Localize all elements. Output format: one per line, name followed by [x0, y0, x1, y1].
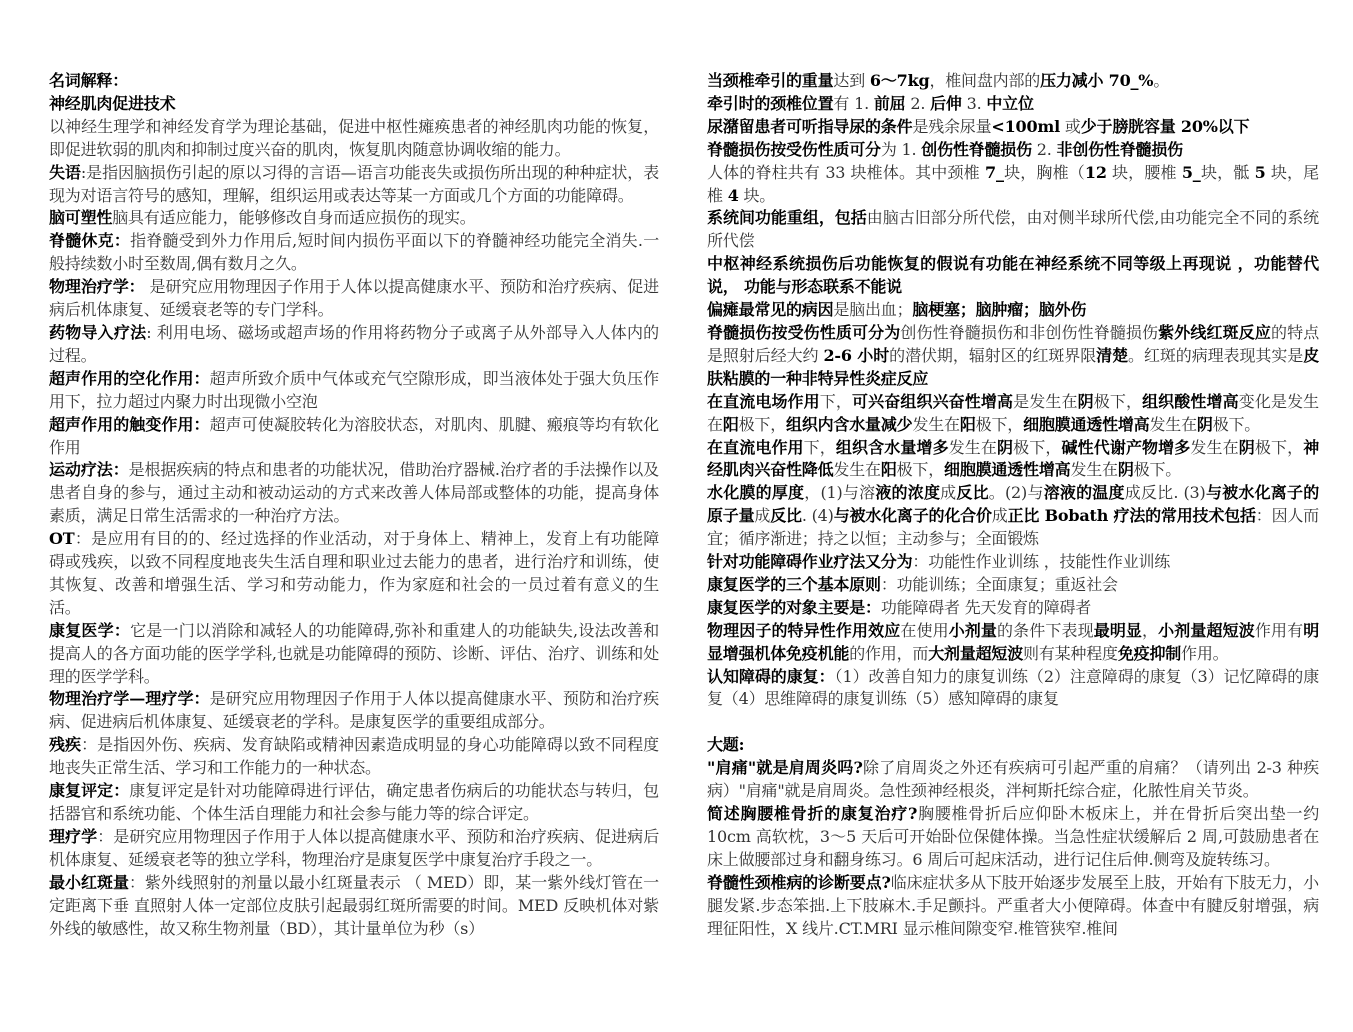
text-run: 功能障碍者 先天发育的障碍者	[880, 597, 1092, 617]
text-run: ：因人而宜；循序渐进；持之以恒；主动参与；全面锻炼	[707, 506, 1319, 549]
text-run: （1）改善自知力的康复训练（2）注意障碍的康复（3）记忆障碍的康复（4）思维障碍的康复训练（5）感知障碍的康复	[707, 666, 1320, 709]
bold-run: 偏瘫最常见的病因	[707, 300, 834, 320]
text-run: 是发生在	[1013, 391, 1078, 411]
definition-entry	[49, 734, 659, 780]
fact-entry	[707, 322, 1319, 391]
bold-run: 细胞膜通透性增高	[944, 460, 1071, 480]
text-run: 的作用，而	[849, 643, 929, 663]
bold-run: 小剂量超短波	[1158, 620, 1255, 640]
definition-entry	[49, 162, 659, 208]
text-run: 成	[991, 506, 1008, 526]
definition-text: :是指因脑损伤引起的原以习得的言语—语言功能丧失或损伤所出现的种种症状，表现为对语言符号的感知，理解，组织运用或表达等某一方面或几个方面的功能障碍。	[49, 162, 659, 205]
text-run: 块，腰椎	[1106, 162, 1182, 182]
bold-run: 非创伤性脊髓损伤	[1056, 139, 1183, 159]
bold-run: 康复医学的三个基本原则	[707, 574, 881, 594]
left-column	[49, 70, 659, 940]
bold-run: 明显增强机体免疫机能	[707, 620, 1319, 663]
bold-run: 5	[1254, 162, 1266, 182]
bold-run: 针对功能障碍作业疗法又分为	[707, 552, 913, 572]
definition-text: 超声可使凝胶转化为溶胶状态，对肌肉、肌腱、瘢痕等均有软化作用	[49, 414, 659, 457]
text-run: 或	[1060, 116, 1081, 136]
definition-entry	[49, 368, 659, 414]
fact-entry	[707, 666, 1319, 712]
text-run: 的特点是照射后经大约	[707, 322, 1319, 365]
text-run: ，(1)与溶	[804, 483, 876, 503]
text-run: 极下，	[896, 460, 945, 480]
text-run: 则有某种程度	[1023, 643, 1118, 663]
text-run: 。(2)与	[988, 483, 1044, 503]
bold-run: 认知障碍的康复：	[707, 666, 835, 686]
definition-term: 超声作用的触变作用：	[49, 414, 210, 434]
bold-run: 碱性代谢产物增多	[1061, 437, 1191, 457]
definition-text: 康复评定是针对功能障碍进行评估，确定患者伤病后的功能状态与转归，包括器官和系统功能、个体生活自理能力和社会参与能力等的综合评定。	[49, 781, 659, 823]
bold-run: 大剂量超短波	[928, 643, 1024, 663]
bold-run: 脊髓损伤按受伤性质可分	[707, 139, 881, 159]
fact-entry	[707, 253, 1319, 299]
bold-run: 创伤性脊髓损伤	[921, 139, 1032, 159]
text-run: 发生在	[1190, 437, 1239, 457]
bold-run: 清楚	[1096, 345, 1129, 365]
definition-text: ：是应用有目的的、经过选择的作业活动，对于身体上、精神上，发育上有功能障碍或残疾，以致不同程度地丧失生活自理和职业过去能力的患者，进行治疗和训练，使其恢复、改善和增强生活、学习和劳动能力，作为家庭和社会的一员过着有意义的生活。	[49, 529, 659, 617]
bold-run: 4	[727, 185, 739, 205]
bold-run: 神经肌肉兴奋性降低	[707, 437, 1320, 480]
bold-run: 组织内含水量减少	[786, 414, 913, 434]
text-run: 在使用	[900, 620, 949, 640]
definition-text: 脑具有适应能力，能够修改自身而适应损伤的现实。	[112, 208, 476, 228]
definition-term: 残疾	[49, 735, 82, 755]
bold-run: 简述胸腰椎骨折的康复治疗?	[707, 804, 918, 824]
text-run: 的条件下表现	[997, 620, 1094, 640]
text-run: 下，	[803, 437, 836, 457]
text-run: 创伤性脊髓损伤和非创伤性脊髓损伤	[900, 322, 1159, 342]
definition-term: 物理治疗学—理疗学：	[49, 689, 210, 709]
bold-run: 阴	[997, 437, 1014, 457]
bold-run: 7_	[985, 162, 1004, 182]
bold-run: 反比	[956, 483, 989, 503]
text-run: 为 1.	[880, 139, 922, 159]
text-run: 。红斑的病理表现其实是	[1128, 345, 1304, 365]
definition-text: ：是指因外伤、疾病、发育缺陷或精神因素造成明显的身心功能障碍以致不同程度地丧失正常生活、学习和工作能力的一种状态。	[49, 735, 659, 778]
bold-run: 皮肤粘膜的一种非特异性炎症反应	[707, 345, 1319, 388]
text-run: ，椎间盘内部的	[929, 71, 1041, 90]
text-run: 人体的脊柱共有 33 块椎体。其中颈椎	[707, 162, 986, 182]
text-run: 由脑古旧部分所代偿，由对侧半球所代偿,由功能完全不同的系统所代偿	[707, 208, 1319, 251]
bold-run: 压力减小 70_%	[1040, 71, 1154, 90]
definition-term: 最小红斑量	[49, 872, 129, 892]
bold-run: 最明显	[1093, 620, 1143, 640]
bold-run: 阳	[722, 414, 739, 434]
text-run: 块，尾椎	[707, 162, 1319, 205]
fact-entry	[707, 299, 1319, 322]
text-run: 是脑出血；	[833, 300, 913, 320]
text-run: 发生在	[1070, 460, 1118, 480]
definition-text: 以神经生理学和神经发育学为理论基础，促进中枢性瘫痪患者的神经肌肉功能的恢复，即促进软弱的肌肉和抑制过度兴奋的肌肉，恢复肌肉随意协调收缩的能力。	[49, 116, 659, 159]
fact-entry	[707, 116, 1319, 139]
fact-entry	[707, 162, 1319, 208]
definition-text: ：是研究应用物理因子作用于人体以提高健康水平、预防和治疗疾病、促进病后机体康复、延缓衰老等的独立学科，物理治疗是康复医学中康复治疗手段之一。	[49, 826, 659, 869]
question-entry	[707, 757, 1319, 803]
definition-entry	[49, 528, 659, 620]
bold-run: 阴	[1238, 437, 1255, 457]
definition-text: 它是一门以消除和减轻人的功能障碍,弥补和重建人的功能缺失,设法改善和提高人的各方面功能的医学学科,也就是功能障碍的预防、诊断、评估、治疗、训练和处理的医学学科。	[49, 620, 659, 686]
section-spacer	[707, 711, 1319, 734]
text-run: 2.	[905, 93, 931, 113]
text-run: 胸腰椎骨折后应仰卧木板床上，并在骨折后突出垫一约 10cm 高软枕，3～5 天后可开始卧位保健体操。当急性症状缓解后 2 周,可鼓励患者在床上做腰部过身和翻身练习。6 周后可起床活动，进行记住后伸.侧弯及旋转练习。	[707, 804, 1320, 869]
fact-entry	[707, 70, 1319, 93]
text-run: 块，胸椎（	[1003, 162, 1085, 182]
bold-run: 尿潴留患者可听指导尿的条件	[707, 116, 913, 136]
bold-run: 脊髓性颈椎病的诊断要点?	[707, 872, 891, 892]
definition-term: 脑可塑性	[49, 208, 113, 228]
bold-run: 2-6 小时	[823, 345, 890, 365]
fact-entry	[707, 391, 1319, 437]
text-run: 发生在	[912, 414, 960, 434]
definition-entry	[49, 459, 659, 528]
definition-text: ：紫外线照射的剂量以最小红斑量表示 （ MED）即，某一紫外线灯管在一定距离下垂 直照射人体一定部位皮肤引起最弱红斑所需要的时间。MED 反映机体对紫外线的敏感性，故又称生物剂量（BD），其计量单位为秒（s）	[49, 872, 659, 938]
text-run: 是残余尿量	[912, 116, 992, 136]
definition-entry	[49, 230, 659, 276]
definition-entry	[49, 414, 659, 460]
text-run: 成	[754, 506, 771, 526]
definition-term: 运动疗法：	[49, 460, 129, 480]
fact-entry	[707, 139, 1319, 162]
definition-text: 是研究应用物理因子作用于人体以提高健康水平、预防和治疗疾病、促进病后机体康复、延缓衰老的学科。是康复医学的重要组成部分。	[49, 689, 659, 732]
definition-entry	[49, 322, 659, 368]
text-run: 除了肩周炎之外还有疾病可引起严重的肩痛？（请列出 2-3 种疾病）"肩痛"就是肩周炎。急性颈神经根炎，泮柯斯托综合症，化脓性肩关节炎。	[707, 758, 1319, 801]
definition-entry	[49, 826, 659, 872]
definition-term: 超声作用的空化作用：	[49, 368, 210, 388]
bold-run: 紫外线红斑反应	[1158, 322, 1271, 342]
text-run: 。	[1153, 71, 1170, 90]
definition-text: 超声所致介质中气体或充气空隙形成，即当液体处于强大负压作用下，拉力超过内聚力时出现微小空泡	[49, 368, 659, 411]
fact-entry	[707, 207, 1319, 253]
question-entry	[707, 803, 1319, 872]
definition-term: 神经肌肉促进技术	[49, 93, 176, 113]
text-run: 极下，	[1093, 391, 1143, 411]
definition-entry	[49, 276, 659, 322]
text-run: ，	[1142, 620, 1159, 640]
bold-run: "肩痛"就是肩周炎吗?	[707, 758, 863, 778]
definition-entry	[49, 207, 659, 230]
bold-run: 6～7kg	[869, 71, 930, 90]
fact-entry	[707, 437, 1319, 483]
text-run: 极下。	[1133, 460, 1182, 480]
definition-term: OT	[49, 529, 75, 549]
bold-run: 在直流电作用	[707, 437, 804, 457]
bold-run: 脑梗塞；脑肿瘤；脑外伤	[912, 300, 1087, 320]
section-heading-definitions: 名词解释：	[49, 71, 129, 90]
bold-run: 后伸	[930, 93, 962, 113]
definition-term: 脊髓休克：	[49, 231, 131, 251]
definition-text: 是研究应用物理因子作用于人体以提高健康水平、预防和治疗疾病、促进病后机体康复、延缓衰老等的专门学科。	[49, 277, 659, 320]
bold-run: 组织酸性增高	[1142, 391, 1239, 411]
text-run: . (4)	[801, 506, 834, 526]
bold-run: 小剂量	[948, 620, 998, 640]
bold-run: 与被水化离子的化合价	[833, 506, 992, 526]
bold-run: 免疫抑制	[1117, 643, 1182, 663]
text-run: 成反比. (3)	[1124, 483, 1206, 503]
bold-run: 在直流电场作用	[707, 391, 820, 411]
text-run: 临床症状多从下肢开始逐步发展至上肢，开始有下肢无力，小腿发紧.步态笨拙.上下肢麻木.手足颤抖。严重者大小便障碍。体查中有腱反射增强，病理征阳性，X 线片.CT.MRI 显示椎间隙变窄.椎管狭窄.椎间	[707, 872, 1319, 938]
bold-run: 5_	[1181, 162, 1201, 182]
text-run: 变化是发生在	[707, 391, 1319, 434]
bold-run: 脊髓损伤按受伤性质可分为	[707, 322, 901, 342]
fact-entry	[707, 551, 1319, 574]
definition-term: 失语	[49, 162, 81, 182]
bold-run: 溶液的温度	[1043, 483, 1125, 503]
text-run: 的潜伏期，辐射区的红斑界限	[889, 345, 1097, 365]
text-run: 发生在	[1149, 414, 1197, 434]
bold-run: 组织含水量增多	[835, 437, 949, 457]
text-run: 极下。	[1212, 414, 1261, 434]
text-run: 2.	[1031, 139, 1057, 159]
fact-entry	[707, 574, 1319, 597]
right-column	[707, 70, 1319, 941]
bold-run: 正比 Bobath 疗法的常用技术包括	[1007, 506, 1256, 526]
bold-run: 12	[1084, 162, 1107, 182]
text-run: 作用。	[1181, 643, 1229, 663]
definition-text: 指脊髓受到外力作用后,短时间内损伤平面以下的脊髓神经功能完全消失.一般持续数小时至数周,偶有数月之久。	[49, 231, 659, 274]
text-run: 成	[940, 483, 957, 503]
text-run: 作用有	[1254, 620, 1304, 640]
section-heading-questions: 大题:	[707, 735, 745, 755]
bold-run: 反比	[770, 506, 802, 526]
bold-run: 少于膀胱容量 20%以下	[1080, 116, 1250, 136]
bold-run: 当颈椎牵引的重量	[707, 71, 834, 90]
text-run: 有 1.	[833, 93, 874, 113]
bold-run: 阳	[880, 460, 897, 480]
bold-run: 阴	[1077, 391, 1094, 411]
definition-entry	[49, 116, 659, 162]
definition-term: 理疗学	[49, 826, 98, 846]
text-run: 3.	[961, 93, 987, 113]
definition-term: 药物导入疗法	[49, 322, 147, 342]
bold-run: 液的浓度	[875, 483, 941, 503]
bold-run: 物理因子的特异性作用效应	[707, 620, 901, 640]
definition-term: 康复评定：	[49, 781, 130, 801]
text-run: 块。	[738, 185, 776, 205]
fact-entry	[707, 620, 1319, 666]
bold-run: 与被水化离子的原子量	[707, 483, 1320, 526]
bold-run: 康复医学的对象主要是：	[707, 597, 881, 617]
bold-run: 阴	[1117, 460, 1134, 480]
text-run: 发生在	[833, 460, 881, 480]
text-run: 达到	[833, 71, 870, 90]
bold-run: 中立位	[986, 93, 1034, 113]
definition-entry	[49, 780, 659, 826]
definition-entry	[49, 93, 659, 116]
bold-run: 系统间功能重组，包括	[707, 208, 867, 228]
definition-text: : 利用电场、磁场或超声场的作用将药物分子或离子从外部导入人体内的过程。	[49, 322, 659, 365]
text-run: 下，	[819, 391, 853, 411]
bold-run: 前屈	[873, 93, 906, 113]
text-run: 极下，	[1254, 437, 1304, 457]
text-run: 块，骶	[1200, 162, 1255, 182]
text-run: 发生在	[948, 437, 998, 457]
bold-run: 细胞膜通透性增高	[1023, 414, 1150, 434]
text-run: 极下，	[975, 414, 1024, 434]
definition-term: 物理治疗学：	[49, 277, 145, 297]
definition-entry	[49, 620, 659, 689]
definition-text: 是根据疾病的特点和患者的功能状况，借助治疗器械.治疗者的手法操作以及患者自身的参与，通过主动和被动运动的方式来改善人体局部或整体的功能，提高身体素质，满足日常生活需求的一种治疗方法。	[49, 460, 659, 526]
definition-entry	[49, 872, 659, 941]
text-run: ：功能性作业训练 ，技能性作业训练	[912, 552, 1171, 572]
bold-run: 水化膜的厚度	[707, 483, 805, 503]
fact-entry	[707, 93, 1319, 116]
question-entry	[707, 872, 1319, 941]
fact-entry	[707, 597, 1319, 620]
definition-entry	[49, 688, 659, 734]
bold-run: 牵引时的颈椎位置	[707, 93, 834, 113]
text-run: 极下，	[1013, 437, 1062, 457]
bold-run: <100ml	[991, 116, 1061, 136]
definition-term: 康复医学：	[49, 620, 131, 640]
text-run: 极下，	[738, 414, 787, 434]
bold-run: 阴	[1196, 414, 1213, 434]
bold-run: 中枢神经系统损伤后功能恢复的假说有功能在神经系统不同等级上再现说 ，功能替代说， 功能与形态联系不能说	[707, 254, 1319, 297]
text-run: ：功能训练；全面康复；重返社会	[880, 574, 1118, 594]
bold-run: 可兴奋组织兴奋性增高	[852, 391, 1014, 411]
bold-run: 阳	[959, 414, 976, 434]
fact-entry	[707, 482, 1319, 551]
